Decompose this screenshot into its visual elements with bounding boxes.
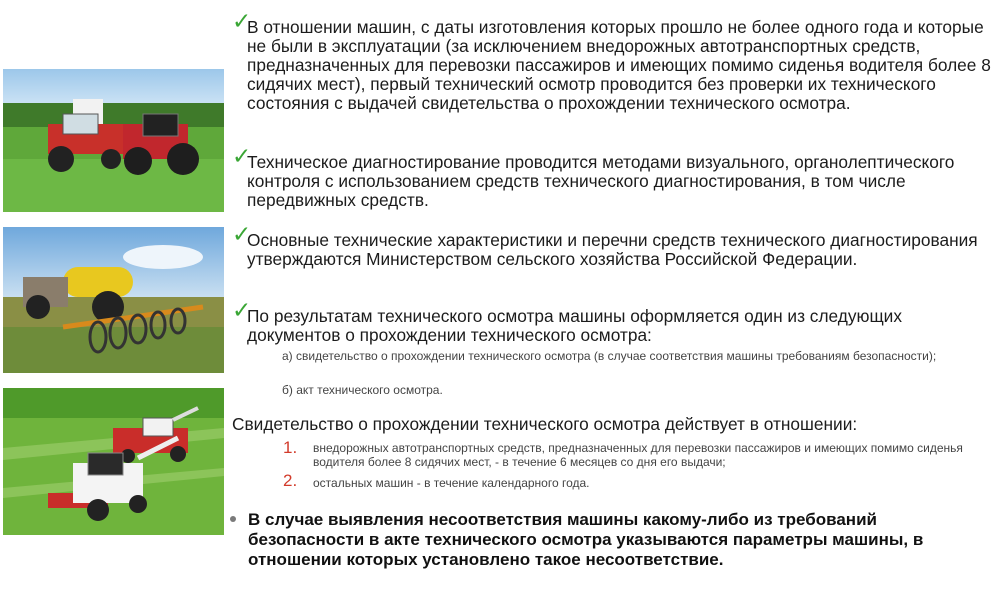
item-diagnostics-methods: Техническое диагностирование проводится методами визуального, органолептического контроля с использованием средств технического диагностирования, в том числе передвижных средств.: [247, 152, 955, 210]
forage-harvester-photo: [3, 388, 224, 535]
bullet-icon: [230, 516, 236, 522]
check-icon: ✓: [232, 222, 252, 248]
document-option-act: б) акт технического осмотра.: [282, 383, 443, 397]
check-icon: ✓: [232, 9, 252, 35]
list-number: 2.: [283, 471, 298, 490]
fertilizer-tractor-photo: [3, 227, 224, 373]
item-ministry-approval: Основные технические характеристики и перечни средств технического диагностирования утверждаются Министерством сельского хозяйства Российской Федерации.: [247, 230, 978, 269]
validity-item-other-machines: остальных машин - в течение календарного года.: [313, 476, 590, 490]
check-icon: ✓: [232, 298, 252, 324]
conclusion-text: В случае выявления несоответствия машины какому-либо из требований безопасности в акте технического осмотра указываются параметры машины, в отношении которых установлено такое несоответствие.: [248, 510, 924, 569]
validity-heading: Свидетельство о прохождении технического осмотра действует в отношении:: [232, 414, 858, 434]
tractor-harvester-photo: [3, 69, 224, 212]
item-inspection-results: По результатам технического осмотра машины оформляется один из следующих документов о прохождении технического осмотра:: [247, 306, 902, 345]
list-number: 1.: [283, 438, 298, 457]
item-first-inspection: В отношении машин, с даты изготовления которых прошло не более одного года и которые не были в эксплуатации (за исключением внедорожных автотранспортных средств, предназначенных для перевозки пассажиров и имеющих помимо сиденья водителя более 8 сидячих мест), первый технический осмотр проводится без проверки их технического состояния с выдачей свидетельства о прохождении технического осмотра.: [247, 17, 991, 113]
check-icon: ✓: [232, 144, 252, 170]
validity-item-passenger-vehicles: внедорожных автотранспортных средств, предназначенных для перевозки пассажиров и имеющих помимо сиденья водителя более 8 сидячих мест, - в течение 6 месяцев со дня его выдачи;: [313, 441, 963, 469]
document-option-certificate: а) свидетельство о прохождении технического осмотра (в случае соответствия машины требованиям безопасности);: [282, 349, 937, 363]
